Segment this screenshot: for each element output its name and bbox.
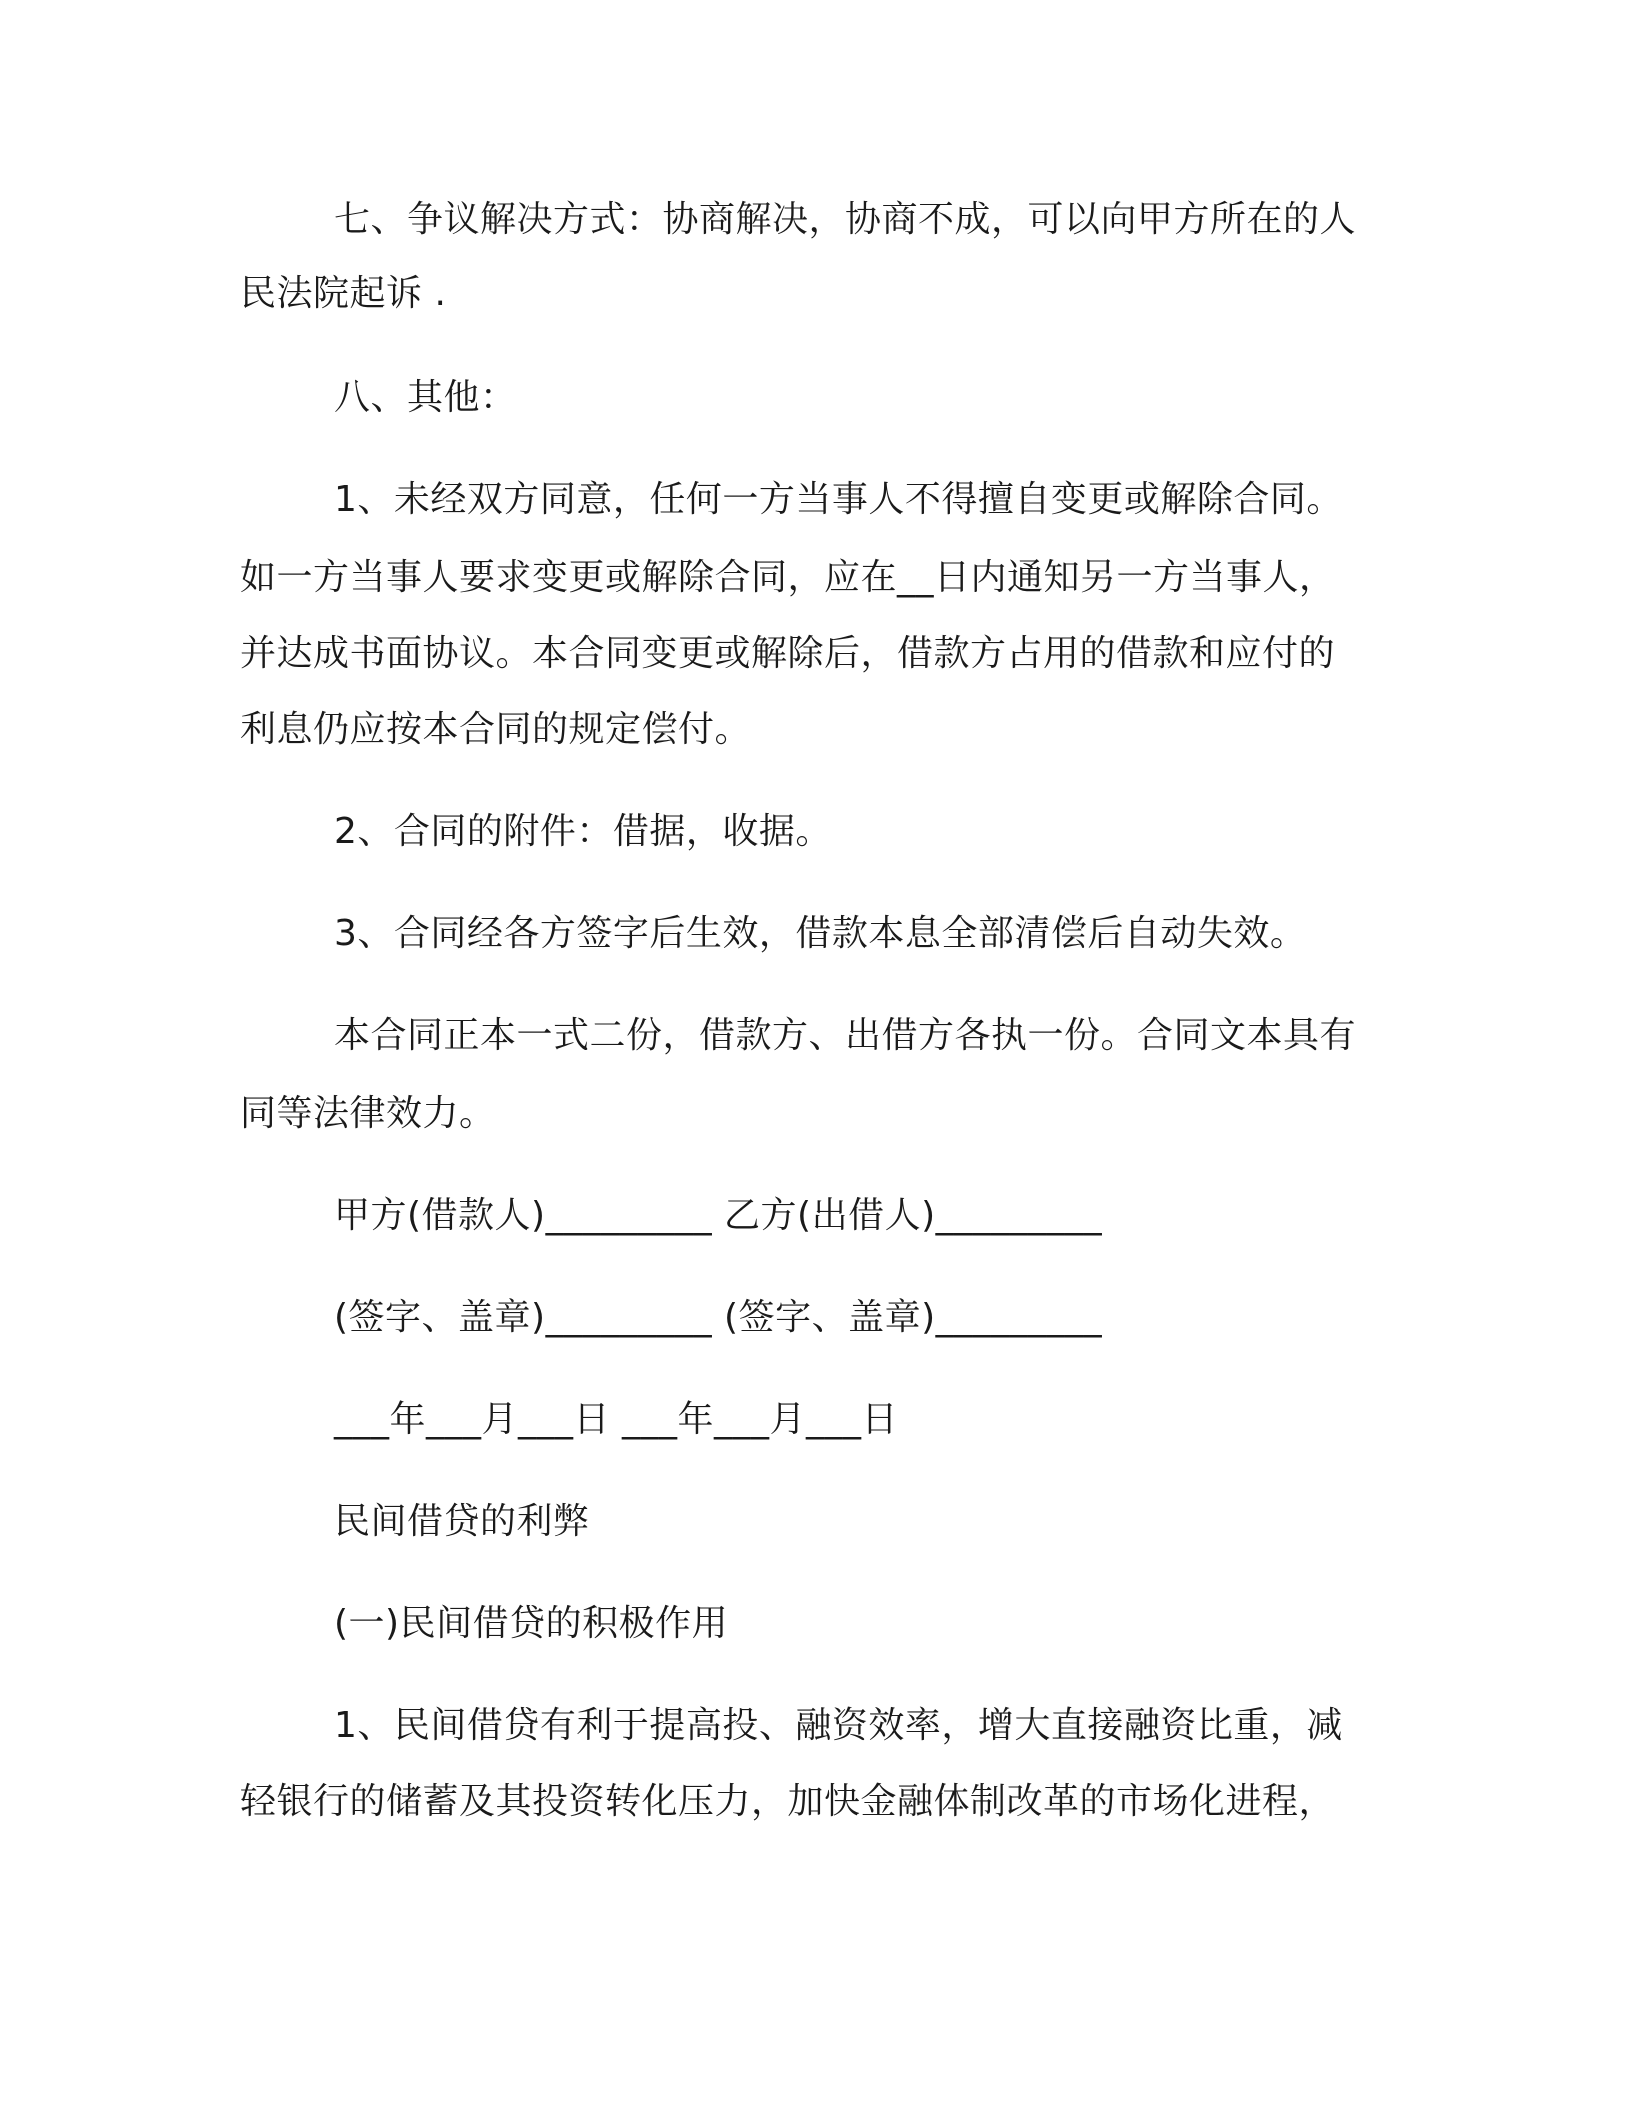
section8-heading: 八、其他：: [334, 377, 517, 418]
copies-line2: 同等法律效力。: [240, 1093, 496, 1134]
signature-seals: (签字、盖章)_________ (签字、盖章)_________: [334, 1297, 1103, 1338]
point1-line1: 1、民间借贷有利于提高投、融资效率，增大直接融资比重，减: [334, 1705, 1343, 1746]
subsection-heading: (一)民间借贷的积极作用: [334, 1603, 729, 1644]
point1-line2: 轻银行的储蓄及其投资转化压力，加快金融体制改革的市场化进程，: [240, 1781, 1336, 1822]
clause1-line2: 如一方当事人要求变更或解除合同，应在__日内通知另一方当事人，: [240, 557, 1336, 598]
signature-parties: 甲方(借款人)_________ 乙方(出借人)_________: [334, 1195, 1103, 1236]
section7-line2: 民法院起诉 .: [240, 273, 447, 314]
signature-dates: ___年___月___日 ___年___月___日: [334, 1399, 898, 1440]
clause1-line1: 1、未经双方同意，任何一方当事人不得擅自变更或解除合同。: [334, 479, 1343, 520]
copies-line1: 本合同正本一式二份，借款方、出借方各执一份。合同文本具有: [334, 1015, 1357, 1056]
clause3-text: 3、合同经各方签字后生效，借款本息全部清偿后自动失效。: [334, 913, 1307, 954]
clause1-line3: 并达成书面协议。本合同变更或解除后，借款方占用的借款和应付的: [240, 633, 1336, 674]
clause2-text: 2、合同的附件：借据，收据。: [334, 811, 832, 852]
subtitle: 民间借贷的利弊: [334, 1501, 590, 1542]
section7-line1: 七、争议解决方式：协商解决，协商不成，可以向甲方所在的人: [334, 199, 1357, 240]
clause1-line4: 利息仍应按本合同的规定偿付。: [240, 709, 752, 750]
